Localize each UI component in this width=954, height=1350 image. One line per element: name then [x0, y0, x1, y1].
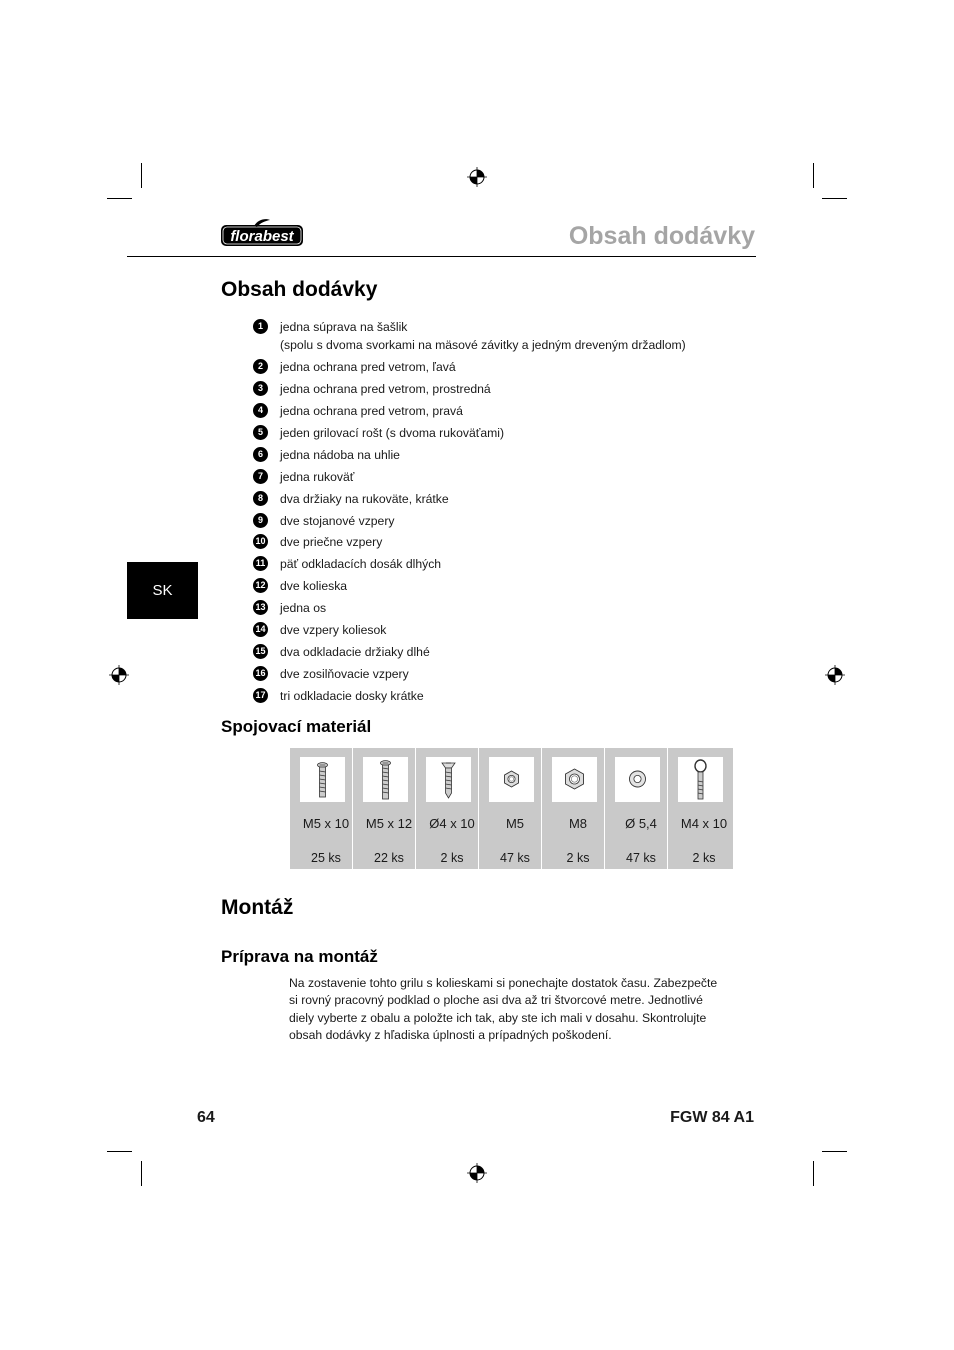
column-divider — [541, 748, 542, 869]
fastener-cell — [673, 748, 735, 869]
crop-mark — [141, 1161, 142, 1186]
item-number-badge: 9 — [253, 513, 268, 528]
item-text: tri odkladacie dosky krátke — [280, 689, 424, 703]
registration-mark-icon — [467, 1163, 487, 1183]
item-number-badge: 8 — [253, 491, 268, 506]
fastener-cell — [610, 748, 672, 869]
item-text: jedna ochrana pred vetrom, pravá — [280, 403, 463, 418]
item-text: dva držiaky na rukoväte, krátke — [280, 491, 449, 506]
fastener-size: M5 x 12 — [365, 816, 413, 831]
fastener-size: M5 — [505, 816, 525, 831]
item-text: jedna rukoväť — [280, 469, 355, 484]
item-text: jedna ochrana pred vetrom, ľavá — [280, 359, 456, 374]
screw-long-icon — [363, 757, 408, 802]
column-divider — [478, 748, 479, 869]
crop-mark — [813, 163, 814, 188]
model-number: FGW 84 A1 — [670, 1109, 754, 1126]
item-text: jedna ochrana pred vetrom, prostredná — [280, 381, 491, 396]
fastener-cell — [484, 748, 546, 869]
item-number-badge: 12 — [253, 578, 268, 593]
fastener-quantity: 47 ks — [500, 851, 530, 865]
screw-short-icon — [300, 757, 345, 802]
logo-text: florabest — [230, 228, 294, 245]
item-text: päť odkladacích dosák dlhých — [280, 557, 442, 572]
crop-mark — [141, 163, 142, 188]
item-number-badge: 6 — [253, 447, 268, 462]
fastener-size: M5 x 10 — [302, 816, 350, 831]
florabest-logo — [220, 218, 304, 248]
item-text: jedna súprava na šašlik — [280, 320, 408, 334]
list-item — [253, 490, 753, 508]
section-title-contents: Obsah dodávky — [221, 278, 378, 301]
fastener-size: Ø4 x 10 — [429, 816, 475, 831]
list-item — [253, 665, 753, 683]
item-number-badge: 5 — [253, 425, 268, 440]
fastener-quantity: 2 ks — [692, 851, 716, 865]
list-item — [253, 446, 753, 464]
item-text: dve kolieska — [280, 579, 348, 594]
item-number-badge: 10 — [253, 534, 268, 549]
crop-mark — [813, 1161, 814, 1186]
header-divider — [127, 256, 756, 257]
section-subtitle-preparation: Príprava na montáž — [221, 947, 378, 966]
crop-mark — [822, 1151, 847, 1152]
list-item — [253, 468, 753, 486]
item-number-badge: 4 — [253, 403, 268, 418]
list-item — [253, 577, 753, 595]
list-item — [253, 533, 753, 551]
list-item — [253, 402, 753, 420]
item-number-badge: 1 — [253, 319, 268, 334]
item-subtext: (spolu s dvoma svorkami na mäsové závitky a jedným dreveným držadlom) — [280, 338, 686, 352]
contents-list — [253, 318, 753, 709]
list-item — [253, 318, 753, 354]
fastener-quantity: 2 ks — [566, 851, 590, 865]
section-title-fasteners: Spojovací materiál — [221, 717, 372, 736]
crop-mark — [822, 198, 847, 199]
crop-mark — [107, 1151, 132, 1152]
item-text: dve stojanové vzpery — [280, 513, 395, 528]
item-number-badge: 14 — [253, 622, 268, 637]
item-text: dva odkladacie držiaky dlhé — [280, 645, 430, 660]
fasteners-table — [290, 748, 733, 869]
eye-bolt-icon — [678, 757, 723, 802]
preparation-paragraph: Na zostavenie tohto grilu s kolieskami si ponechajte dostatok času. Zabezpečte si rovný pracovný podklad o ploche asi dva až tri štvorcové metre. Jednotlivé diely vyberte z obalu a položte ich tak, aby ste ich mali v dosahu. Skontrolujte obsah dodávky z hľadiska úplnosti a prípadných poškodení. — [289, 976, 718, 1043]
item-text: jeden grilovací rošt (s dvoma rukoväťami) — [280, 425, 505, 440]
column-divider — [415, 748, 416, 869]
list-item — [253, 621, 753, 639]
item-number-badge: 15 — [253, 644, 268, 659]
list-item — [253, 555, 753, 573]
list-item — [253, 358, 753, 376]
fastener-size: Ø 5,4 — [625, 816, 657, 831]
fastener-quantity: 47 ks — [626, 851, 656, 865]
item-number-badge: 7 — [253, 469, 268, 484]
washer-icon — [615, 757, 660, 802]
fastener-quantity: 25 ks — [311, 851, 341, 865]
list-item — [253, 424, 753, 442]
fastener-size: M8 — [568, 816, 588, 831]
list-item — [253, 512, 753, 530]
list-item — [253, 643, 753, 661]
language-tab: SK — [127, 562, 198, 619]
fastener-quantity: 22 ks — [374, 851, 404, 865]
fastener-quantity: 2 ks — [440, 851, 464, 865]
list-item — [253, 599, 753, 617]
nut-small-icon — [489, 757, 534, 802]
column-divider — [352, 748, 353, 869]
item-text: jedna os — [280, 601, 327, 616]
item-number-badge: 13 — [253, 600, 268, 615]
item-number-badge: 17 — [253, 688, 268, 703]
item-number-badge: 3 — [253, 381, 268, 396]
item-text: dve vzpery koliesok — [280, 623, 387, 638]
item-text: jedna nádoba na uhlie — [280, 447, 400, 462]
registration-mark-icon — [467, 167, 487, 187]
nut-large-icon — [552, 757, 597, 802]
column-divider — [667, 748, 668, 869]
fastener-cell — [358, 748, 420, 869]
list-item — [253, 380, 753, 398]
item-number-badge: 2 — [253, 359, 268, 374]
registration-mark-icon — [109, 665, 129, 685]
fastener-cell — [421, 748, 483, 869]
item-number-badge: 11 — [253, 556, 268, 571]
list-item — [253, 687, 753, 705]
item-text: dve zosilňovacie vzpery — [280, 667, 409, 682]
fastener-cell — [547, 748, 609, 869]
fastener-cell — [295, 748, 357, 869]
fastener-size: M4 x 10 — [680, 816, 728, 831]
section-title-assembly: Montáž — [221, 896, 294, 919]
page-number: 64 — [197, 1109, 215, 1126]
countersunk-screw-icon — [426, 757, 471, 802]
registration-mark-icon — [825, 665, 845, 685]
crop-mark — [107, 198, 132, 199]
page-header-title: Obsah dodávky — [568, 222, 755, 250]
item-number-badge: 16 — [253, 666, 268, 681]
column-divider — [604, 748, 605, 869]
item-text: dve priečne vzpery — [280, 535, 383, 550]
